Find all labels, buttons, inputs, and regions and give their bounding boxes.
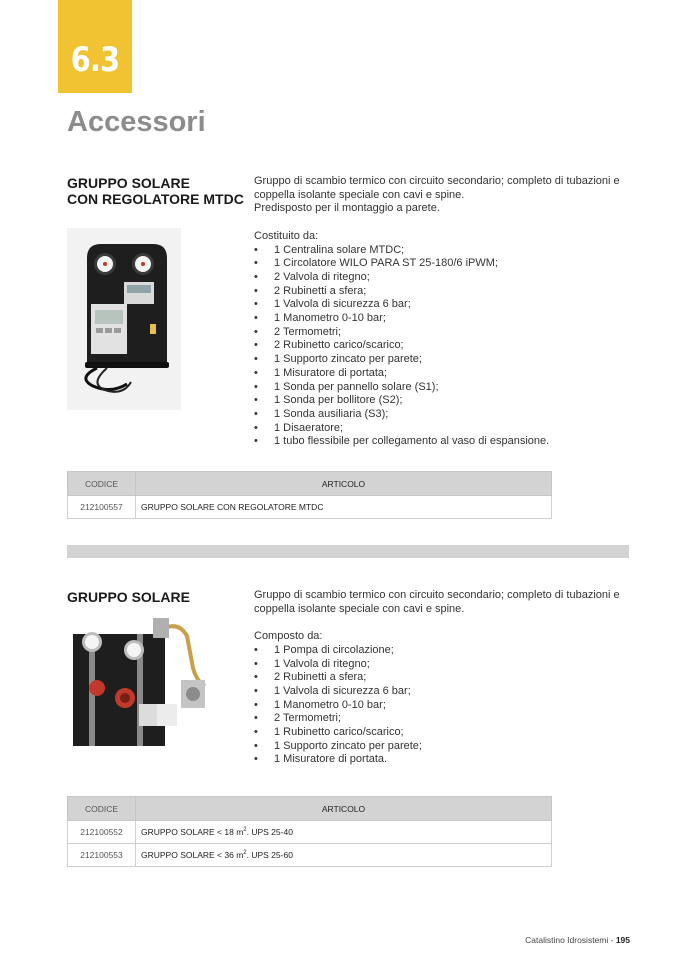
list-item: • 2 Termometri; [254, 712, 639, 726]
section-divider [67, 545, 629, 558]
components-heading: Costituito da: [254, 229, 319, 242]
list-item: • 1 Pompa di circolazione; [254, 644, 639, 658]
list-item: • 1 Misuratore di portata; [254, 367, 639, 381]
description-text: Gruppo di scambio termico con circuito secondario; completo di tubazioni e coppella isolante speciale con cavi e spine. [254, 175, 620, 201]
description-text: Gruppo di scambio termico con circuito secondario; completo di tubazioni e coppella isolante speciale con cavi e spine. [254, 589, 620, 615]
product-table [67, 471, 552, 519]
list-item: • 1 Disaeratore; [254, 422, 639, 436]
article-model: . UPS 25-40 [246, 827, 293, 837]
components-list [254, 644, 639, 767]
product-name: GRUPPO SOLARE [67, 589, 190, 605]
list-item: • 2 Rubinetti a sfera; [254, 285, 639, 299]
column-header-article: ARTICOLO [136, 797, 552, 821]
section-number: 6.3 [70, 40, 120, 80]
unit-superscript: 2 [243, 850, 247, 857]
list-item: • 1 Valvola di sicurezza 6 bar; [254, 298, 639, 312]
column-header-code: CODICE [68, 472, 136, 496]
table-header-row [68, 797, 552, 821]
list-item: • 2 Termometri; [254, 326, 639, 340]
list-item: • 2 Rubinetti a sfera; [254, 671, 639, 685]
list-item: • 1 Sonda ausiliaria (S3); [254, 408, 639, 422]
product-description [254, 175, 639, 449]
product-code: 212100553 [68, 844, 136, 867]
list-item: • 1 Supporto zincato per parete; [254, 740, 639, 754]
table-header-row [68, 472, 552, 496]
solar-group-controller-illustration [67, 228, 181, 410]
unit-superscript: 2 [243, 827, 247, 834]
product-image-solar-group [67, 612, 213, 750]
components-heading: Composto da: [254, 630, 323, 643]
product-name: GRUPPO SOLARE CON REGOLATORE MTDC [67, 175, 244, 207]
list-item: • 2 Rubinetto carico/scarico; [254, 339, 639, 353]
table-row [68, 844, 552, 867]
components-list [254, 244, 639, 450]
page-number: 195 [615, 935, 630, 945]
section-badge [58, 0, 132, 93]
table-row [68, 496, 552, 519]
product-article: GRUPPO SOLARE CON REGOLATORE MTDC [136, 496, 552, 519]
list-item: • 1 Valvola di ritegno; [254, 658, 639, 672]
list-item: • 1 Manometro 0-10 bar; [254, 699, 639, 713]
product-article [136, 844, 552, 867]
product-table [67, 796, 552, 867]
product-code: 212100552 [68, 821, 136, 844]
page-title: Accessori [67, 106, 206, 138]
product-article [136, 821, 552, 844]
page-footer [525, 935, 630, 945]
list-item: • 1 Circolatore WILO PARA ST 25-180/6 iPWM; [254, 257, 639, 271]
catalog-name: Catalistino Idrosistemi - [525, 935, 616, 945]
list-item: • 1 Supporto zincato per parete; [254, 353, 639, 367]
mounting-note: Predisposto per il montaggio a parete. [254, 202, 440, 215]
solar-group-illustration [67, 612, 213, 750]
list-item: • 1 Rubinetto carico/scarico; [254, 726, 639, 740]
list-item: • 1 Centralina solare MTDC; [254, 244, 639, 258]
article-text: GRUPPO SOLARE < 18 m [141, 827, 244, 837]
column-header-article: ARTICOLO [136, 472, 552, 496]
list-item: • 1 Valvola di sicurezza 6 bar; [254, 685, 639, 699]
product-code: 212100557 [68, 496, 136, 519]
list-item: • 1 Misuratore di portata. [254, 753, 639, 767]
list-item: • 1 Manometro 0-10 bar; [254, 312, 639, 326]
article-text: GRUPPO SOLARE < 36 m [141, 850, 244, 860]
product-description [254, 589, 639, 767]
column-header-code: CODICE [68, 797, 136, 821]
list-item: • 1 Sonda per pannello solare (S1); [254, 381, 639, 395]
list-item: • 1 Sonda per bollitore (S2); [254, 394, 639, 408]
list-item: • 2 Valvola di ritegno; [254, 271, 639, 285]
article-model: . UPS 25-60 [246, 850, 293, 860]
product-image-solar-controller-unit [67, 228, 181, 410]
table-row [68, 821, 552, 844]
list-item: • 1 tubo flessibile per collegamento al vaso di espansione. [254, 435, 639, 449]
